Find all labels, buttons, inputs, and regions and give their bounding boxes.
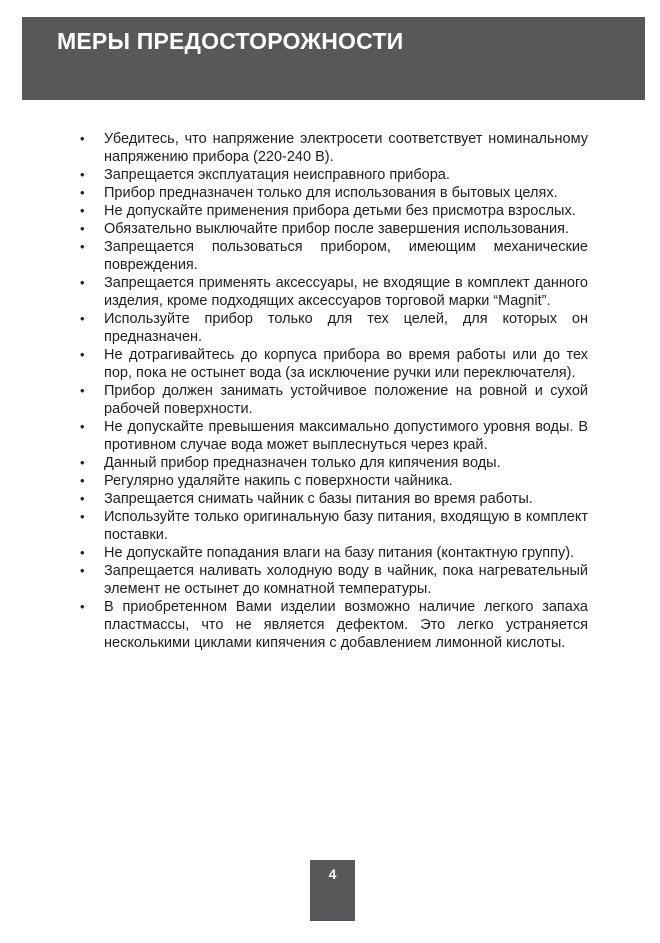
precaution-item: • Запрещается пользоваться прибором, имеющим механические повреждения. <box>80 238 588 274</box>
page-number: 4 <box>328 866 337 882</box>
precaution-item: • Не допускайте превышения максимально допустимого уровня воды. В противном случае вода может выплеснуться через край. <box>80 418 588 454</box>
page-number-box <box>310 860 355 921</box>
precaution-item: • Регулярно удаляйте накипь с поверхности чайника. <box>80 472 588 490</box>
precaution-item: • Не дотрагивайтесь до корпуса прибора во время работы или до тех пор, пока не остынет вода (за исключение ручки или переключателя). <box>80 346 588 382</box>
page-title: МЕРЫ ПРЕДОСТОРОЖНОСТИ <box>57 28 404 54</box>
precaution-item: • Запрещается эксплуатация неисправного прибора. <box>80 166 588 184</box>
precaution-item: • Не допускайте попадания влаги на базу питания (контактную группу). <box>80 544 588 562</box>
precaution-item: • Используйте только оригинальную базу питания, входящую в комплект поставки. <box>80 508 588 544</box>
precaution-item: • Прибор предназначен только для использования в бытовых целях. <box>80 184 588 202</box>
precaution-item: • В приобретенном Вами изделии возможно наличие легкого запаха пластмассы, что не является дефектом. Это легко устраняется несколькими циклами кипячения с добавлением лимонной кислоты. <box>80 598 588 652</box>
precaution-item: • Запрещается применять аксессуары, не входящие в комплект данного изделия, кроме подходящих аксессуаров торговой марки “Magnit”. <box>80 274 588 310</box>
precaution-item: • Прибор должен занимать устойчивое положение на ровной и сухой рабочей поверхности. <box>80 382 588 418</box>
precaution-item: • Не допускайте применения прибора детьми без присмотра взрослых. <box>80 202 588 220</box>
precaution-item: • Используйте прибор только для тех целей, для которых он предназначен. <box>80 310 588 346</box>
precautions-list <box>80 130 588 652</box>
precaution-item: • Обязательно выключайте прибор после завершения использования. <box>80 220 588 238</box>
precaution-item: • Убедитесь, что напряжение электросети соответствует номинальному напряжению прибора (220-240 В). <box>80 130 588 166</box>
precaution-item: • Данный прибор предназначен только для кипячения воды. <box>80 454 588 472</box>
precaution-item: • Запрещается наливать холодную воду в чайник, пока нагревательный элемент не остынет до комнатной температуры. <box>80 562 588 598</box>
precaution-item: • Запрещается снимать чайник с базы питания во время работы. <box>80 490 588 508</box>
